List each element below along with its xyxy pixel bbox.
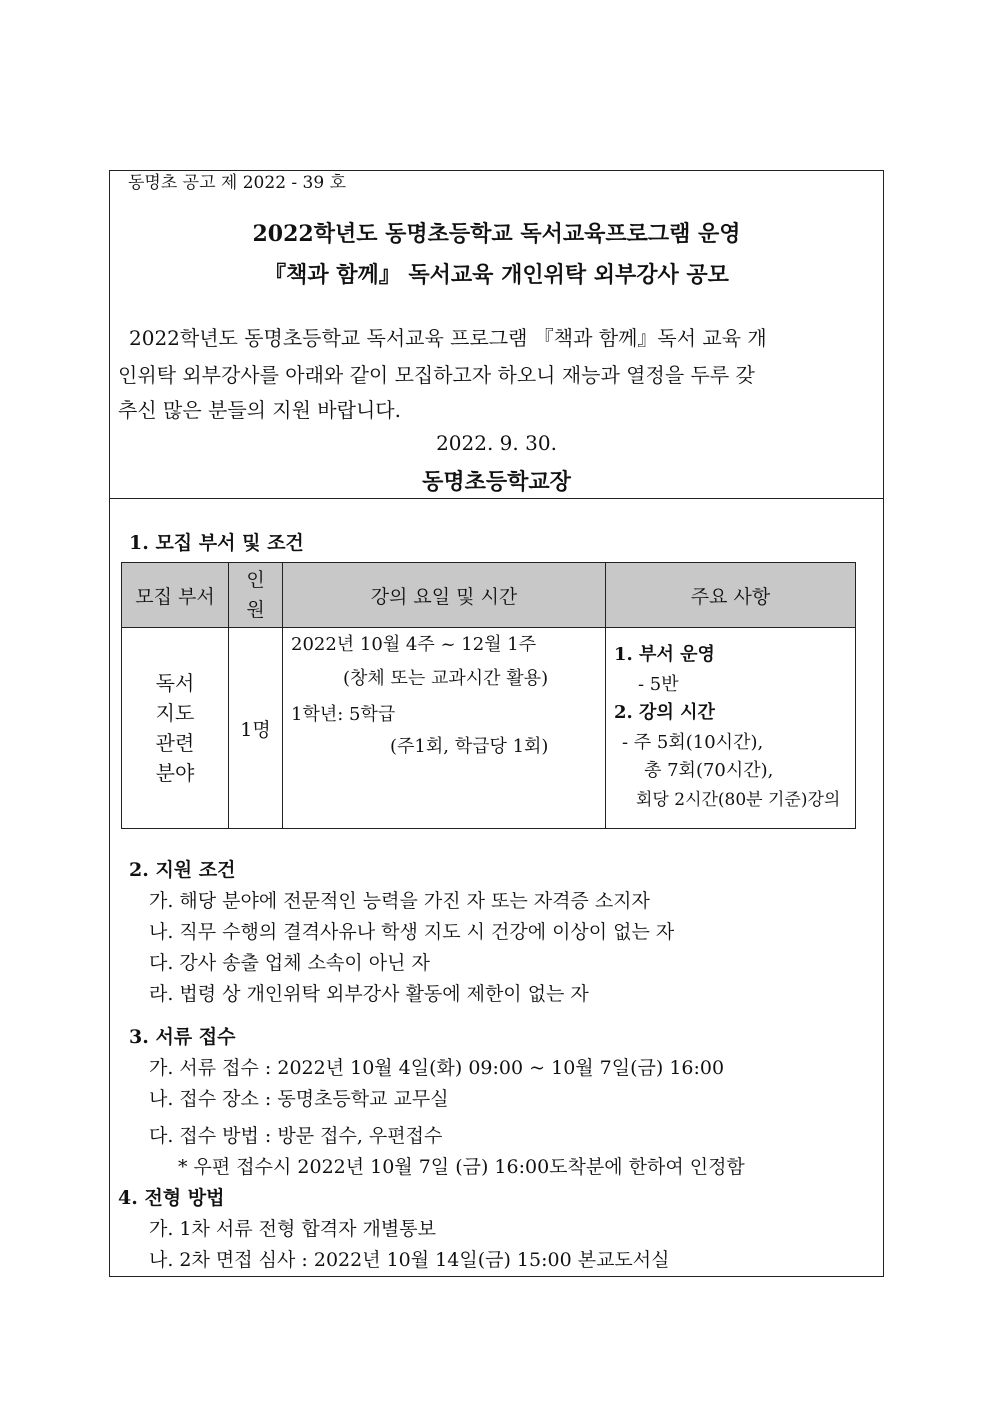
section-3-item: 가. 서류 접수 : 2022년 10월 4일(화) 09:00 ~ 10월 7일(금) 16:00 — [149, 1057, 725, 1079]
section-2-item: 라. 법령 상 개인위탁 외부강사 활동에 제한이 없는 자 — [149, 983, 589, 1005]
notes-line-6: 회당 2시간(80분 기준)강의 — [636, 790, 841, 810]
section-2-item: 가. 해당 분야에 전문적인 능력을 가진 자 또는 자격증 소지자 — [149, 890, 650, 912]
header-count-line-1: 인 — [246, 569, 265, 591]
title-line-2: 『책과 함께』 독서교육 개인위탁 외부강사 공모 — [264, 262, 729, 288]
notice-frame — [109, 170, 884, 1277]
section-3-note: * 우편 접수시 2022년 10월 7일 (금) 16:00도착분에 한하여 인정함 — [178, 1156, 745, 1178]
section-1-heading: 1. 모집 부서 및 조건 — [129, 532, 304, 554]
section-4-heading: 4. 전형 방법 — [118, 1187, 225, 1209]
schedule-line-4: (주1회, 학급당 1회) — [390, 736, 549, 757]
header-divider — [110, 498, 883, 499]
section-3-item: 다. 접수 방법 : 방문 접수, 우편접수 — [149, 1125, 443, 1147]
issuer: 동명초등학교장 — [422, 469, 571, 495]
dept-line: 지도 — [155, 701, 195, 725]
dept-line: 관련 — [155, 731, 195, 755]
section-4-item: 나. 2차 면접 심사 : 2022년 10월 14일(금) 15:00 본교도서실 — [149, 1249, 670, 1271]
section-2-item: 다. 강사 송출 업체 소속이 아닌 자 — [149, 952, 430, 974]
section-3-item: 나. 접수 장소 : 동명초등학교 교무실 — [149, 1088, 449, 1110]
header-notes: 주요 사항 — [606, 563, 856, 628]
dept-cell — [122, 628, 229, 829]
section-3-heading: 3. 서류 접수 — [129, 1026, 236, 1048]
notes-line-4: - 주 5회(10시간), — [622, 732, 764, 753]
header-dept: 모집 부서 — [122, 563, 229, 628]
header-count-line-2: 원 — [246, 599, 265, 621]
recruit-table-header — [122, 563, 856, 628]
header-schedule: 강의 요일 및 시간 — [283, 563, 606, 628]
recruit-table — [121, 562, 856, 829]
dept-line: 독서 — [155, 671, 195, 695]
notes-line-1: 1. 부서 운영 — [614, 644, 715, 665]
schedule-line-2: (창체 또는 교과시간 활용) — [343, 668, 549, 689]
count-cell: 1명 — [229, 628, 283, 829]
header-count — [229, 563, 283, 628]
intro-line-3: 추신 많은 분들의 지원 바랍니다. — [118, 398, 401, 422]
section-2-item: 나. 직무 수행의 결격사유나 학생 지도 시 건강에 이상이 없는 자 — [149, 921, 675, 943]
schedule-cell — [283, 628, 606, 829]
notes-line-2: - 5반 — [638, 674, 679, 695]
notes-line-5: 총 7회(70시간), — [644, 760, 774, 781]
schedule-line-1: 2022년 10월 4주 ~ 12월 1주 — [291, 634, 537, 655]
dept-line: 분야 — [155, 761, 195, 785]
intro-line-2: 인위탁 외부강사를 아래와 같이 모집하고자 하오니 재능과 열정을 두루 갖 — [118, 363, 755, 387]
notice-number: 동명초 공고 제 2022 - 39 호 — [128, 173, 347, 193]
notice-date: 2022. 9. 30. — [436, 431, 557, 455]
table-row — [122, 628, 856, 829]
schedule-line-3: 1학년: 5학급 — [291, 704, 396, 725]
section-4-item: 가. 1차 서류 전형 합격자 개별통보 — [149, 1218, 436, 1240]
notes-line-3: 2. 강의 시간 — [614, 702, 715, 723]
notes-cell — [606, 628, 856, 829]
section-2-heading: 2. 지원 조건 — [129, 859, 236, 881]
intro-line-1: 2022학년도 동명초등학교 독서교육 프로그램 『책과 함께』독서 교육 개 — [129, 326, 767, 350]
title-line-1: 2022학년도 동명초등학교 독서교육프로그램 운영 — [252, 221, 741, 247]
